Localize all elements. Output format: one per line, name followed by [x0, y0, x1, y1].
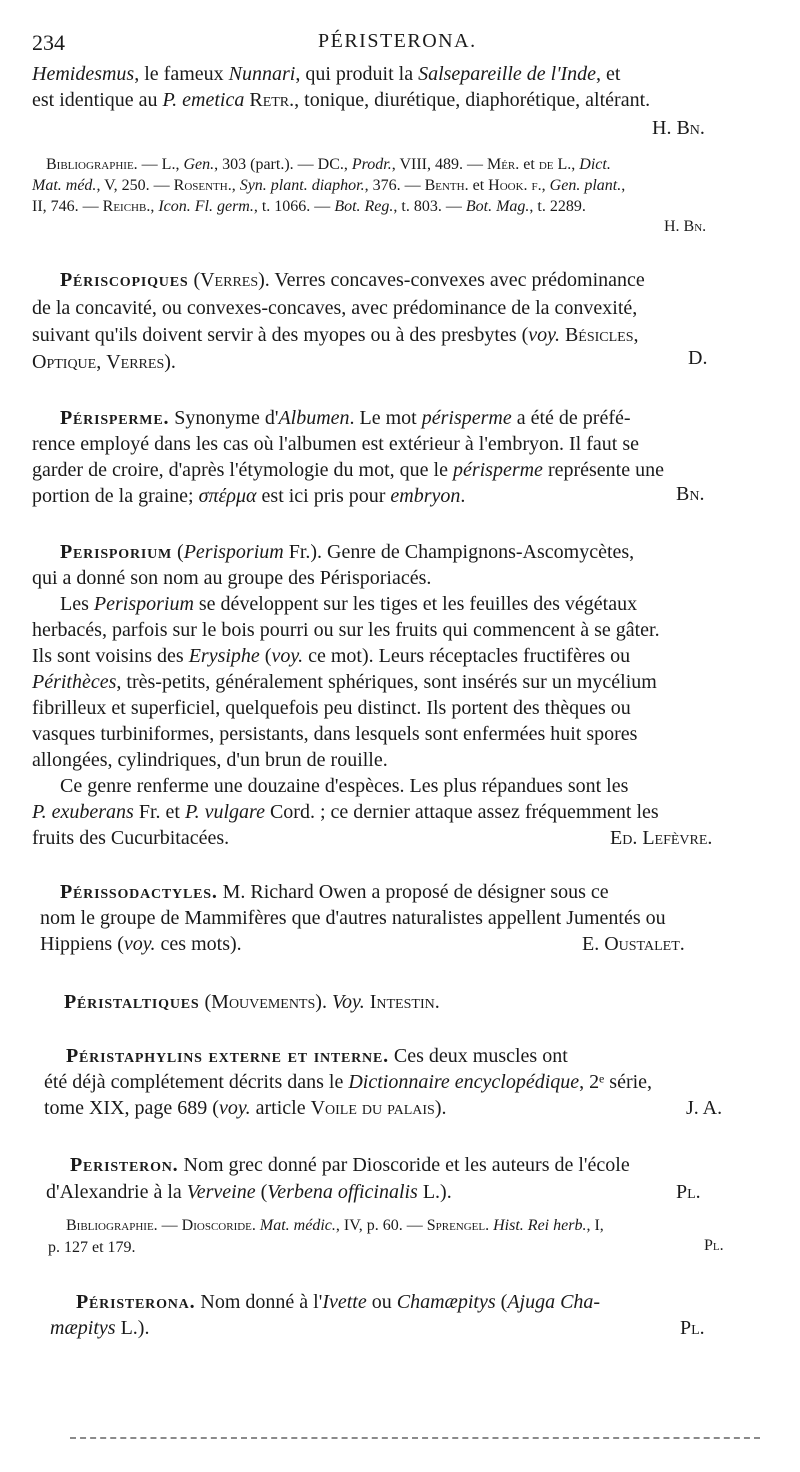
headword: Peristeron. — [70, 1154, 179, 1176]
text: Nom donné à l' — [195, 1291, 323, 1313]
text: Dictionnaire encyclopédique — [348, 1071, 580, 1093]
text: Syn. plant. diaphor. — [239, 177, 365, 194]
text: périsperme — [452, 459, 543, 481]
greek-word: σπέρμα — [198, 485, 257, 507]
text: de L. — [538, 156, 572, 173]
text: . — [460, 485, 466, 507]
text: Gen. plant. — [549, 177, 622, 194]
footer-rule — [70, 1437, 760, 1439]
text: et — [519, 156, 539, 173]
text: Verveine — [186, 1181, 256, 1203]
text: garder de croire, d'après l'étymologie du mot, que le — [32, 459, 453, 481]
text: vasques turbiniformes, persistants, dans lesquels sont enfermées huit spores — [32, 723, 638, 745]
text: ce mot). Leurs réceptacles fructifères ou — [303, 645, 631, 667]
text: Bot. Mag. — [465, 198, 530, 215]
text: est ici pris pour — [256, 485, 391, 507]
text: Les — [60, 593, 94, 615]
text: , 303 (part.). — DC., — [214, 156, 352, 173]
text: , très-petits, généralement sphériques, sont insérés sur un mycélium — [116, 671, 657, 693]
text: Prodr. — [351, 156, 392, 173]
text: Dioscoride. — [181, 1217, 256, 1234]
text: ces mots). — [155, 933, 242, 955]
page-number: 234 — [32, 30, 65, 55]
headword: Périsperme. — [60, 407, 170, 429]
text: ). — [315, 991, 332, 1013]
text: ( — [199, 991, 212, 1013]
author-signature: Pl. — [676, 1181, 701, 1203]
text: P. vulgare — [184, 801, 265, 823]
text: Synonyme d' — [169, 407, 279, 429]
text: , I, — [586, 1217, 604, 1234]
text: P. emetica — [162, 89, 245, 111]
text: , qui produit la — [295, 63, 419, 85]
author-signature: Ed. Lefèvre. — [610, 827, 713, 849]
text: M. Richard Owen a proposé de désigner sous ce — [217, 881, 609, 903]
text: , — [541, 177, 550, 194]
text: Mat. médic. — [259, 1217, 336, 1234]
text: . — [434, 991, 440, 1013]
text: P. exuberans — [32, 801, 134, 823]
text: p. 127 et 179. — [48, 1239, 136, 1256]
text: Sprengel. — [426, 1217, 490, 1234]
cross-reference: Bésicles — [564, 324, 634, 346]
text: Fr. et — [133, 801, 185, 823]
text: Rosenth. — [173, 177, 232, 194]
text: — — [157, 1217, 182, 1234]
headword: Péristaphylins externe et interne. — [66, 1045, 389, 1067]
text: Mouvements — [211, 991, 316, 1013]
author-signature: Pl. — [704, 1237, 724, 1254]
text: , — [621, 177, 626, 194]
text: Chamæpitys — [396, 1291, 496, 1313]
text: , t. 2289. — [529, 198, 586, 215]
text: Gen. — [183, 156, 215, 173]
text: Hippiens ( — [40, 933, 124, 955]
text: — L., — [137, 156, 184, 173]
text: ). Verres concaves-convexes avec prédominance — [258, 269, 645, 291]
text: Ajuga Cha- — [507, 1291, 601, 1313]
text: , t. 1066. — — [253, 198, 335, 215]
text: Fr.). Genre de Champignons-Ascomycètes, — [283, 541, 635, 563]
text: d'Alexandrie à la — [46, 1181, 187, 1203]
text: représente une — [542, 459, 664, 481]
text: L.). — [417, 1181, 452, 1203]
text: Perisporium — [183, 541, 284, 563]
text: fruits des Cucurbitacées. — [32, 827, 230, 849]
text: , — [231, 177, 240, 194]
text: herbacés, parfois sur le bois pourri ou sur les fruits qui commencent à se gâter. — [32, 619, 660, 641]
headword: Péristaltiques — [64, 991, 200, 1013]
author-signature: E. Oustalet. — [582, 933, 685, 955]
text: , 376. — — [364, 177, 425, 194]
text: Dict. — [579, 156, 611, 173]
text: Albumen — [278, 407, 350, 429]
text: , tonique, diurétique, diaphorétique, altérant. — [294, 89, 651, 111]
text: Mér. — [486, 156, 520, 173]
text: est identique au — [32, 89, 163, 111]
text: , et — [596, 63, 621, 85]
text: , — [96, 351, 107, 373]
text: Hook. f. — [488, 177, 542, 194]
text: Cord. ; ce dernier attaque assez fréquemment les — [264, 801, 659, 823]
text: Hist. Rei herb. — [493, 1217, 587, 1234]
text: Reichb. — [102, 198, 151, 215]
headword: Périscopiques — [60, 269, 189, 291]
text: Périthèces — [32, 671, 117, 693]
text: II, 746. — — [32, 198, 103, 215]
text: Voy. — [331, 991, 365, 1013]
text: voy. — [218, 1097, 251, 1119]
text: périsperme — [421, 407, 512, 429]
text: voy. — [528, 324, 560, 346]
text: , — [571, 156, 580, 173]
author-name: Retr. — [244, 89, 295, 111]
text: suivant qu'ils doivent servir à des myopes ou à des presbytes ( — [32, 324, 529, 346]
text: , t. 803. — — [393, 198, 466, 215]
text: Salsepareille de l'Inde — [418, 63, 597, 85]
text: ( — [255, 1181, 268, 1203]
text: L.). — [115, 1317, 150, 1339]
text: voy. — [271, 645, 304, 667]
author-signature: H. Bn. — [652, 117, 705, 139]
text: , — [150, 198, 159, 215]
text: , le fameux — [134, 63, 229, 85]
text: Verres — [200, 269, 259, 291]
text: ( — [172, 541, 184, 563]
text: Ce genre renferme une douzaine d'espèces. Les plus répandues sont les — [60, 775, 629, 797]
author-signature: H. Bn. — [664, 218, 707, 235]
bibliography-label: Bibliographie. — [46, 156, 138, 173]
text: portion de la graine; — [32, 485, 199, 507]
text: nom le groupe de Mammifères que d'autres naturalistes appellent Jumentés ou — [40, 907, 666, 929]
text: ou — [366, 1291, 397, 1313]
text: Icon. Fl. germ. — [158, 198, 254, 215]
text: Bot. Reg. — [334, 198, 394, 215]
author-signature: Pl. — [680, 1317, 705, 1339]
headword: Perisporium — [60, 541, 173, 563]
text: Benth. — [424, 177, 469, 194]
cross-reference: Intestin — [369, 991, 435, 1013]
text: article — [250, 1097, 311, 1119]
text: voy. — [123, 933, 156, 955]
text: Ils sont voisins des — [32, 645, 189, 667]
text: ( — [259, 645, 272, 667]
text: , — [633, 324, 639, 346]
text: allongées, cylindriques, d'un brun de rouille. — [32, 749, 388, 771]
text: . Le mot — [349, 407, 422, 429]
text: ). — [164, 351, 176, 373]
text: , V, 250. — — [96, 177, 174, 194]
text: Erysiphe — [188, 645, 260, 667]
text: Ces deux muscles ont — [388, 1045, 568, 1067]
text: ). — [434, 1097, 447, 1119]
text: fibrilleux et superficiel, quelquefois peu distinct. Ils portent des thèques ou — [32, 697, 631, 719]
text: a été de préfé- — [511, 407, 631, 429]
text: Nunnari — [228, 63, 296, 85]
text: Hemidesmus — [32, 63, 135, 85]
text: ( — [495, 1291, 508, 1313]
text: ( — [188, 269, 201, 291]
text: et — [468, 177, 489, 194]
author-signature: J. A. — [686, 1097, 723, 1119]
cross-reference: Voile du palais — [310, 1097, 435, 1119]
text: Nom grec donné par Dioscoride et les auteurs de l'école — [178, 1154, 630, 1176]
headword: Péristerona. — [76, 1291, 196, 1313]
text: , VIII, 489. — — [391, 156, 487, 173]
text: se développent sur les tiges et les feuilles des végétaux — [193, 593, 638, 615]
headword: Périssodactyles. — [60, 881, 218, 903]
text: Perisporium — [93, 593, 194, 615]
text: tome XIX, page 689 ( — [44, 1097, 219, 1119]
cross-reference: Verres — [106, 351, 165, 373]
text: été déjà complétement décrits dans le — [44, 1071, 349, 1093]
text: Ivette — [322, 1291, 367, 1313]
author-signature: D. — [688, 347, 708, 369]
author-signature: Bn. — [676, 483, 705, 505]
running-title: PÉRISTERONA. — [318, 30, 477, 52]
text: rence employé dans les cas où l'albumen est extérieur à l'embryon. Il faut se — [32, 433, 639, 455]
text: , 2ᵉ série, — [579, 1071, 653, 1093]
text: de la concavité, ou convexes-concaves, avec prédominance de la convexité, — [32, 297, 638, 319]
text: embryon — [390, 485, 461, 507]
text: mæpitys — [50, 1317, 116, 1339]
cross-reference: Optique — [32, 351, 97, 373]
text: , IV, p. 60. — — [335, 1217, 427, 1234]
text: Verbena officinalis — [267, 1181, 418, 1203]
text: Mat. méd. — [32, 177, 97, 194]
bibliography-label: Bibliographie. — [66, 1217, 158, 1234]
text: qui a donné son nom au groupe des Périsporiacés. — [32, 567, 432, 589]
